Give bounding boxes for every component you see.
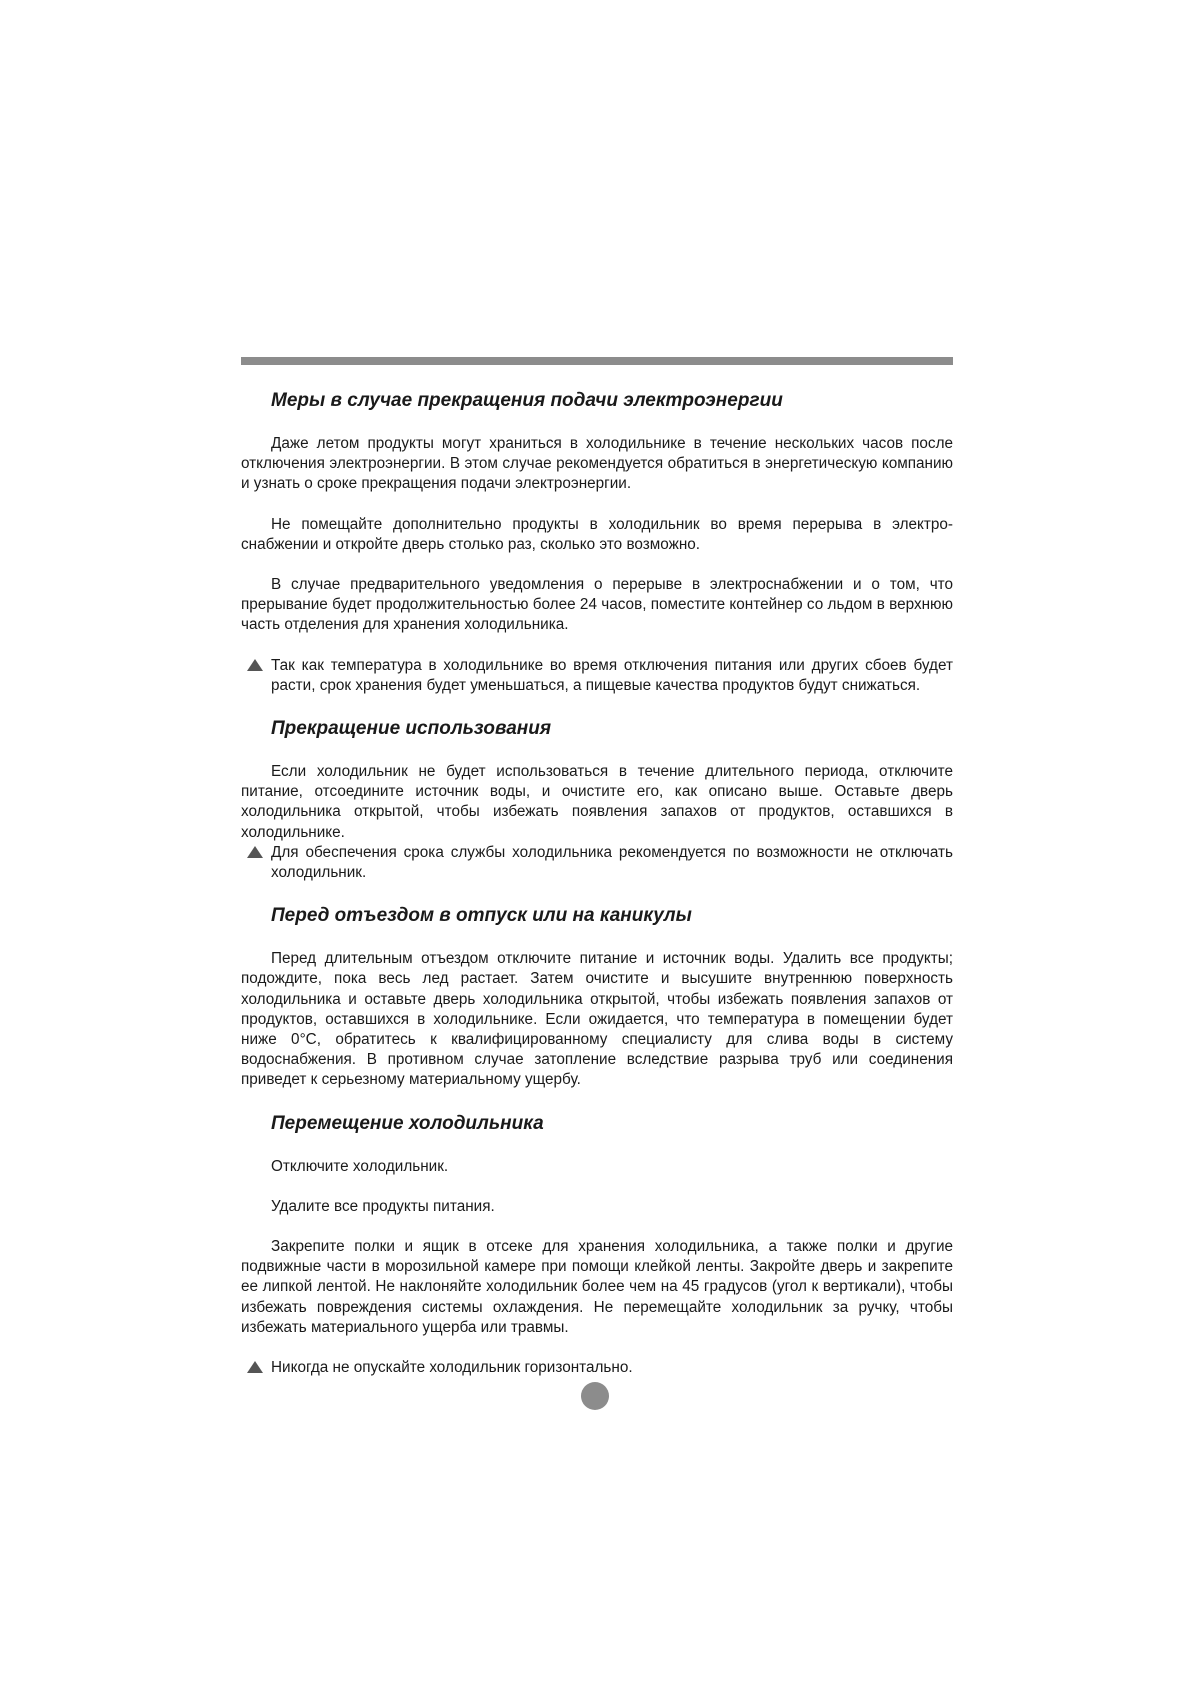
warning-note — [241, 1358, 953, 1378]
paragraph: Отключите холодильник. — [271, 1157, 449, 1175]
section-title-vacation: Перед отъездом в отпуск или на каникулы — [271, 905, 692, 927]
warning-icon — [247, 846, 263, 858]
paragraph: Даже летом продукты могут храниться в холодильнике в течение нескольких часов после отключения электроэнергии. В этом случае рекомендуется обратиться в энергетическую компанию и узнать о сроке прекращения подачи электроэнергии. — [241, 435, 953, 493]
section-title-stop-use: Прекращение использования — [271, 718, 552, 740]
paragraph: Если холодильник не будет использоваться в течение длительного периода, отключите питание, отсоедините источник воды, и очистите его, как описано выше. Оставьте дверь холодильника открытой, чтобы избежать появления запахов от продуктов, оставшихся в холодильнике. — [241, 763, 953, 841]
section-title-moving: Перемещение холодильника — [271, 1112, 544, 1134]
paragraph: В случае предварительного уведомления о перерыве в электроснабжении и о том, что прерывание будет продолжительностью более 24 часов, поместите контейнер со льдом в верхнюю часть отделения для хранения холодильника. — [241, 576, 953, 634]
warning-icon — [247, 1361, 263, 1373]
warning-note — [241, 656, 953, 696]
warning-text: Так как температура в холодильнике во время отключения питания или других сбоев будет расти, срок хранения будет уменьшаться, а пищевые качества продуктов будут снижаться. — [271, 656, 953, 694]
paragraph: Не помещайте дополнительно продукты в холодильник во время перерыва в электро-снабжении и откройте дверь столько раз, сколько это возможно. — [241, 515, 953, 553]
document-body — [241, 388, 953, 1398]
page-number-circle — [581, 1382, 609, 1410]
header-rule — [241, 357, 953, 365]
warning-text: Для обеспечения срока службы холодильника рекомендуется по возможности не отключать холодильник. — [271, 843, 953, 882]
paragraph: Удалите все продукты питания. — [271, 1197, 495, 1215]
paragraph: Перед длительным отъездом отключите питание и источник воды. Удалить все продукты; подождите, пока весь лед растает. Затем очистите и высушите внутреннюю поверхность холодильника и оставьте дверь холодильника открытой, чтобы избежать появления запахов от продуктов, оставшихся в холодильнике. Если ожидается, что температура в помещении будет ниже 0°С, обратитесь к квалифицированному специалисту для слива воды в систему водоснабжения. В противном случае затопление вследствие разрыва труб или соединения приведет к серьезному материальному ущербу. — [241, 950, 953, 1089]
warning-text: Никогда не опускайте холодильник горизонтально. — [271, 1359, 633, 1377]
section-title-power-outage: Меры в случае прекращения подачи электроэнергии — [271, 390, 783, 411]
warning-note — [241, 843, 953, 883]
warning-icon — [247, 659, 263, 671]
paragraph: Закрепите полки и ящик в отсеке для хранения холодильника, а также полки и другие подвижные части в морозильной камере при помощи клейкой ленты. Закройте дверь и закрепите ее липкой лентой. Не наклоняйте холодильник более чем на 45 градусов (угол к вертикали), чтобы избежать повреждения системы охлаждения. Не перемещайте холодильник за ручку, чтобы избежать материального ущерба или травмы. — [241, 1238, 953, 1336]
